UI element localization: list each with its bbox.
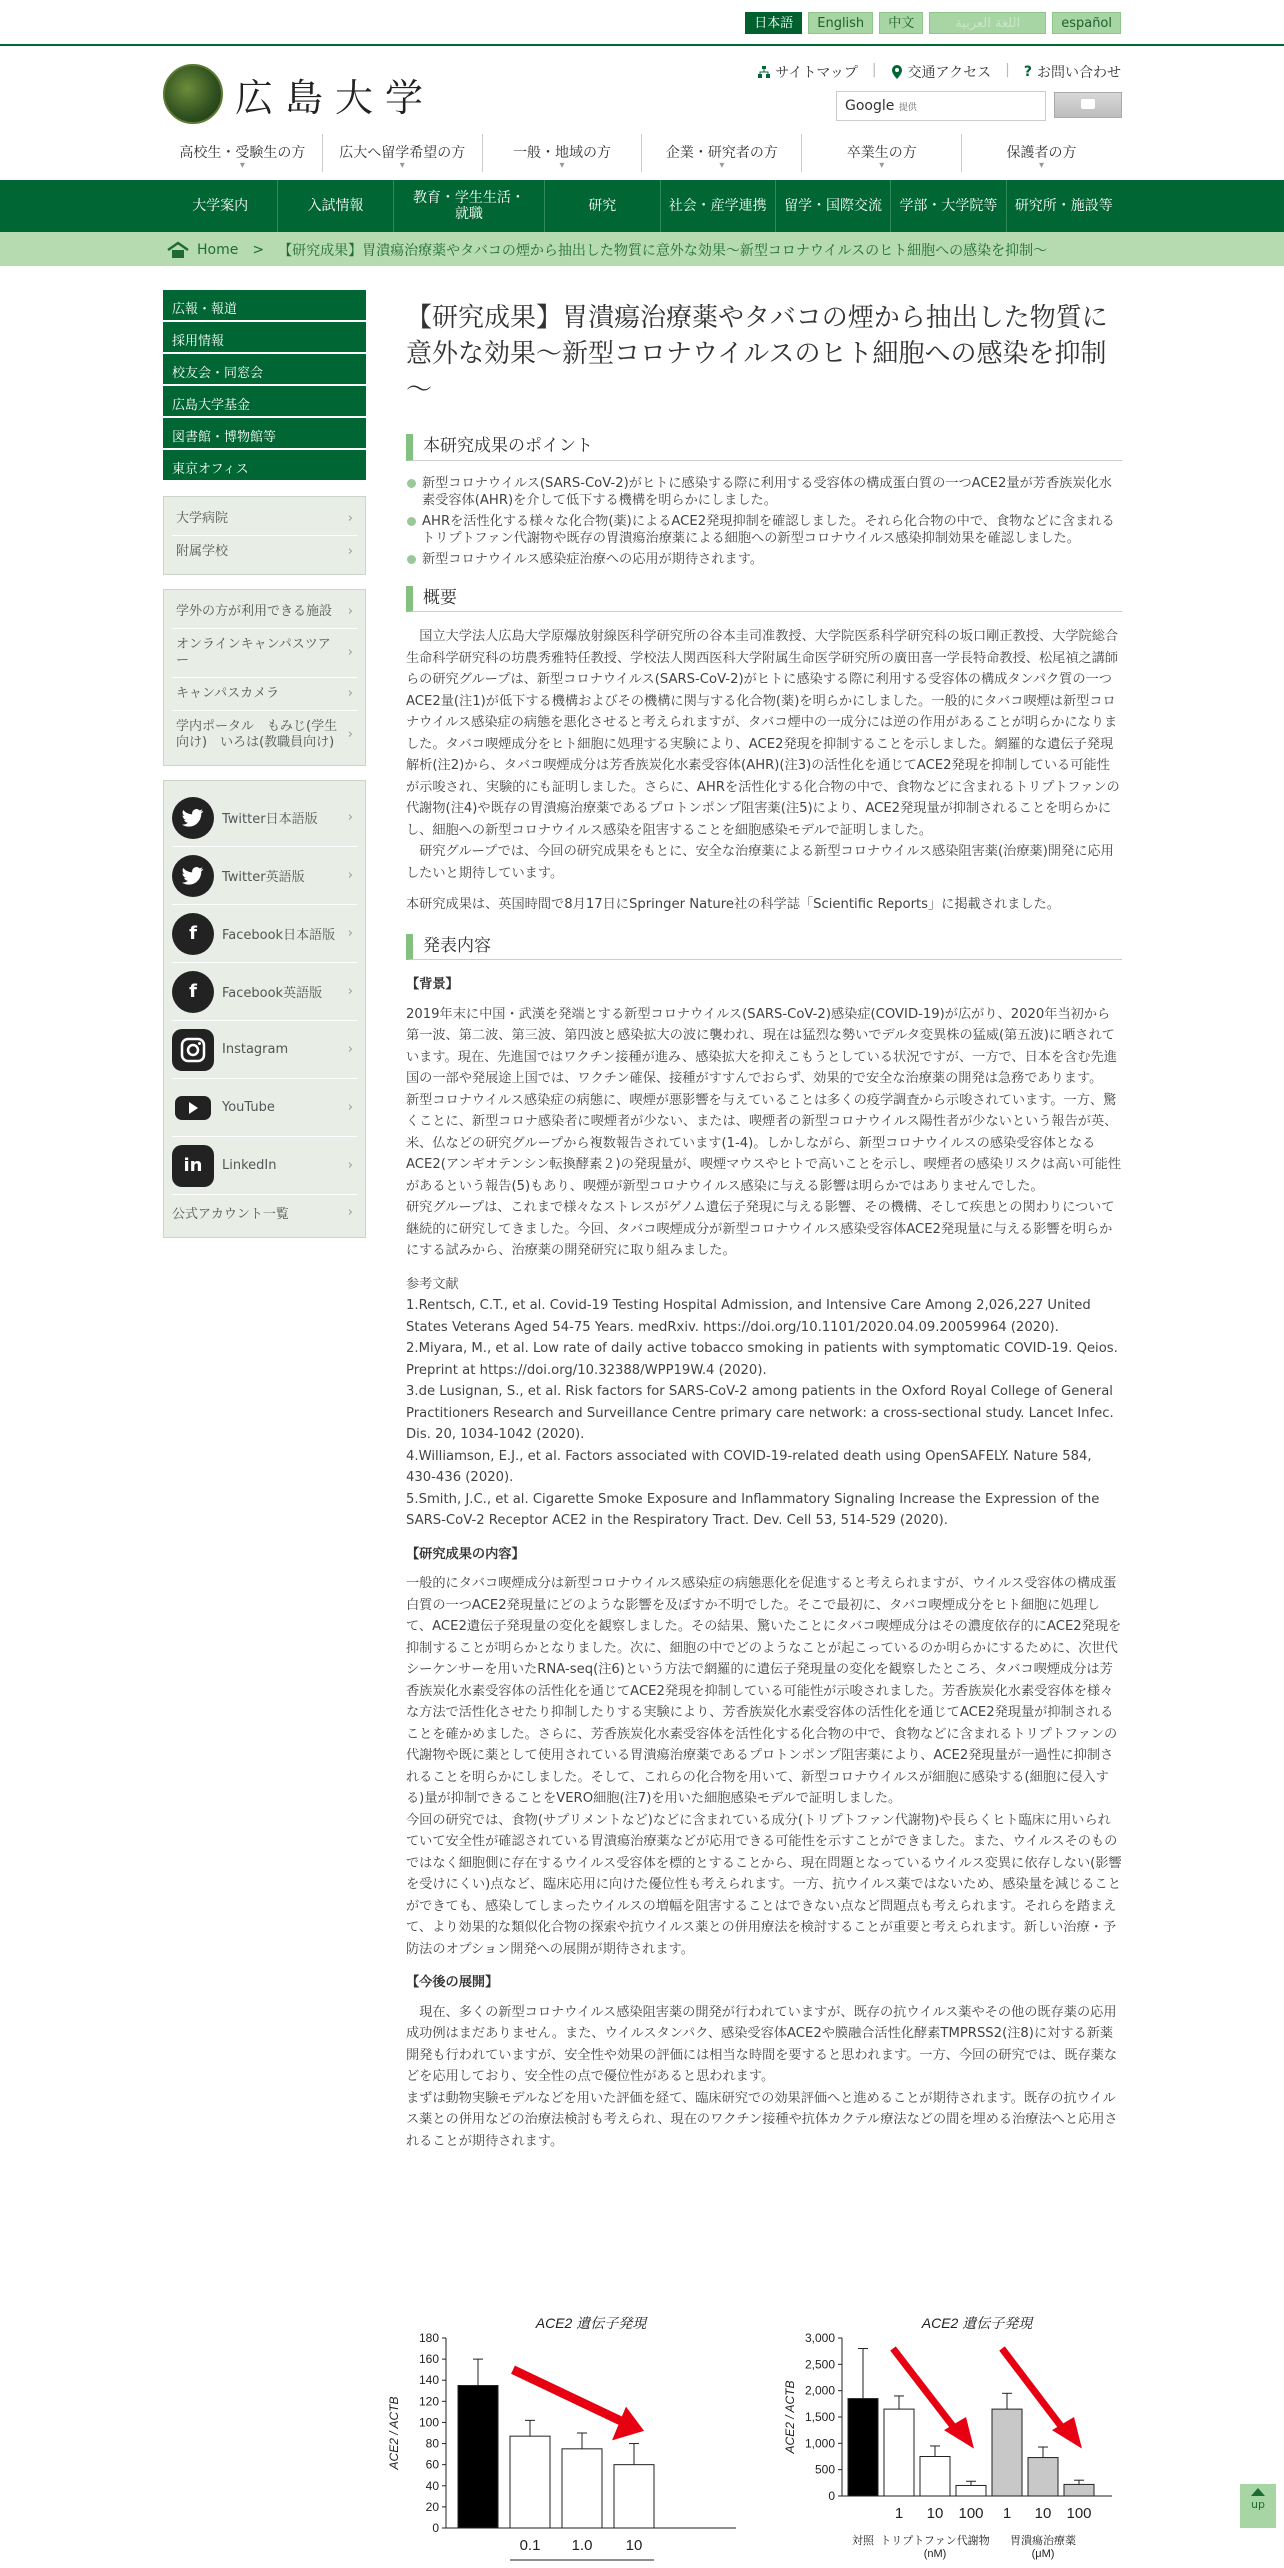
sidebar-item[interactable]: 広島大学基金 xyxy=(163,386,366,418)
youtube-link[interactable] xyxy=(172,1079,357,1137)
reference-item: 1.Rentsch, C.T., et al. Covid-19 Testing Hospital Admission, and Intensive Care Among 2,026,227 United States Veterans Aged 54-75 Years. medRxiv. https://doi.org/10.1101/2020.04.09.20059964 (2020). xyxy=(406,1298,1091,1335)
y-tick-label: 180 xyxy=(418,2331,439,2345)
instagram-icon xyxy=(172,1029,214,1071)
social-label: Facebook日本語版 xyxy=(222,928,336,943)
summary-paragraph: 本研究成果は、英国時間で8月17日にSpringer Nature社の科学誌「Scientific Reports」に掲載されました。 xyxy=(406,897,1060,912)
sidebar-green-menu xyxy=(163,290,366,482)
language-bar xyxy=(0,0,1284,46)
linkedin-icon: in xyxy=(172,1145,214,1187)
facebook-icon: f xyxy=(172,913,214,955)
twitter-en-link[interactable] xyxy=(172,847,357,905)
global-nav-item[interactable]: 教育・学生生活・就職 xyxy=(394,180,545,232)
up-label: up xyxy=(1251,2498,1265,2511)
instagram-link[interactable] xyxy=(172,1021,357,1079)
group-label: (nM) xyxy=(923,2548,947,2560)
social-label: Facebook英語版 xyxy=(222,986,323,1001)
y-tick-label: 0 xyxy=(828,2489,835,2503)
breadcrumb-current: 【研究成果】胃潰瘍治療薬やタバコの煙から抽出した物質に意外な効果～新型コロナウイルスのヒト細胞への感染を抑制～ xyxy=(278,243,1048,259)
y-tick-label: 0 xyxy=(432,2521,439,2535)
x-tick-label: 10 xyxy=(1034,2505,1052,2522)
body-paragraph: 新型コロナウイルス感染症の病態に、喫煙が悪影響を与えていることは多くの疫学調査から示唆されています。一方、驚くことに、新型コロナ感染者に喫煙者が少ない、または、喫煙者の新型コロナウイルス陽性者が少ないという報告が英、米、仏などの研究グループから複数報告されています(1-4)。しかしながら、新型コロナウイルスの感染受容体となるACE2(アンギオテンシン転換酵素２)の発現量が、喫煙マウスやヒトで高いことを示し、喫煙者の感染リスクは高い可能性があるという報告(5)もあり、喫煙が新型コロナウイルス感染に与える影響は明らかではありませんでした。 xyxy=(406,1092,1122,1194)
y-tick-label: 1,500 xyxy=(804,2410,835,2424)
article xyxy=(406,300,1122,2152)
x-tick-label: 1 xyxy=(894,2505,904,2522)
official-accounts-link[interactable] xyxy=(172,1195,357,1229)
bar xyxy=(562,2449,602,2528)
global-nav-item[interactable]: 学部・大学院等 xyxy=(891,180,1006,232)
bar xyxy=(1028,2458,1058,2496)
ace2-expression-figure xyxy=(387,2308,1122,2568)
audience-nav-item[interactable]: 広大へ留学希望の方 ▾ xyxy=(323,134,483,172)
global-nav-item[interactable]: 大学案内 xyxy=(163,180,278,232)
sidebar-item[interactable]: 採用情報 xyxy=(163,322,366,354)
access-link[interactable] xyxy=(891,62,992,82)
facebook-en-link[interactable] xyxy=(172,963,357,1021)
list-item: 新型コロナウイルス(SARS-CoV-2)がヒトに感染する際に利用する受容体の構成蛋白質の一つACE2量が芳香族炭化水素受容体(AHR)を介して低下する機構を明らかにしました。 xyxy=(406,475,1122,509)
sidebar-link[interactable]: キャンパスカメラ › xyxy=(172,678,357,711)
list-item: 新型コロナウイルス感染症治療への応用が期待されます。 xyxy=(406,551,1122,568)
sidebar-link[interactable]: オンラインキャンパスツアー › xyxy=(172,629,357,678)
social-label: LinkedIn xyxy=(222,1158,277,1173)
group-label: (μM) xyxy=(1031,2548,1055,2560)
lang-ar[interactable]: اللغة العربية xyxy=(929,12,1046,34)
global-nav-item[interactable]: 入試情報 xyxy=(278,180,393,232)
x-tick-label: 1 xyxy=(1002,2505,1012,2522)
bar xyxy=(1064,2484,1094,2496)
sitemap-link[interactable] xyxy=(758,62,857,82)
section-heading: 概要 xyxy=(406,586,1122,613)
scroll-to-top-button[interactable] xyxy=(1240,2484,1276,2528)
lang-en[interactable]: English xyxy=(808,12,873,34)
y-tick-label: 500 xyxy=(814,2462,835,2477)
lang-zh[interactable]: 中文 xyxy=(879,12,923,34)
audience-nav-item[interactable]: 卒業生の方 ▾ xyxy=(802,134,962,172)
sidebar-item[interactable]: 広報・報道 xyxy=(163,290,366,322)
y-tick-label: 140 xyxy=(418,2373,439,2388)
y-tick-label: 80 xyxy=(425,2436,439,2451)
y-tick-label: 40 xyxy=(425,2478,439,2493)
body-paragraph: 今回の研究では、食物(サプリメントなど)などに含まれている成分(トリプトファン代謝物)や長らくヒト臨床に用いられていて安全性が確認されている胃潰瘍治療薬などが応用できる可能性を示すことができました。また、ウイルスそのものではなく細胞側に存在するウイルス受容体を標的とすることから、現在問題となっているウイルス変異に依存しない(影響を受けにくい)点など、臨床応用に向けた優位性も考えられます。一方、抗ウイルス薬ではないため、感染量を減じることができても、感染してしまったウイルスの増幅を阻害することはできない点など問題点も考えられます。それらを踏まえて、より効果的な類似化合物の探索や抗ウイルス薬との併用療法を検討することが重要と考えられます。新しい治療・予防法のオプション開発への展開が期待されます。 xyxy=(406,1812,1122,1957)
twitter-jp-link[interactable] xyxy=(172,789,357,847)
x-tick-label: 100 xyxy=(958,2505,984,2522)
social-label: YouTube xyxy=(222,1100,275,1115)
search-button[interactable] xyxy=(1054,92,1122,118)
bar xyxy=(614,2465,654,2528)
y-tick-label: 1,000 xyxy=(804,2436,835,2451)
phoenix-emblem-icon xyxy=(163,64,223,124)
bar xyxy=(992,2409,1022,2496)
y-tick-label: 3,000 xyxy=(804,2331,835,2345)
facebook-jp-link[interactable] xyxy=(172,905,357,963)
sitemap-icon xyxy=(758,66,770,78)
university-logo[interactable] xyxy=(163,64,435,124)
reference-item: 3.de Lusignan, S., et al. Risk factors for SARS-CoV-2 among patients in the Oxford Royal College of General Practitioners Research and Surveillance Centre primary care network: a cross-sectional study. Lancet Infec. Dis. 20, 1034-1042 (2020). xyxy=(406,1384,1114,1442)
x-tick-label: 1.0 xyxy=(571,2537,593,2554)
contact-label: お問い合わせ xyxy=(1037,65,1121,81)
audience-nav-item[interactable]: 一般・地域の方 ▾ xyxy=(483,134,643,172)
social-links xyxy=(163,780,366,1238)
youtube-icon xyxy=(172,1087,214,1129)
y-tick-label: 2,000 xyxy=(804,2383,835,2398)
section-heading: 発表内容 xyxy=(406,934,1122,961)
twitter-icon xyxy=(172,855,214,897)
x-tick-label: 10 xyxy=(926,2505,944,2522)
global-nav-item[interactable]: 研究 xyxy=(545,180,660,232)
body-paragraph: 2019年末に中国・武漢を発端とする新型コロナウイルス(SARS-CoV-2)感染症(COVID-19)が広がり、2020年当初から第一波、第二波、第三波、第四波と感染拡大の波に襲われ、現在は猛烈な勢いでデルタ変異株の猛威(第五波)に晒されています。現在、先進国ではワクチン接種が進み、感染拡大を抑えこもうとしている状況ですが、一方で、日本を含む先進国の一部や発展途上国では、ワクチン確保、接種がすすんでおらず、効果的で安全な治療薬の開発は急務であります。 xyxy=(406,1006,1117,1086)
global-nav-item[interactable]: 留学・国際交流 xyxy=(776,180,891,232)
body-paragraph: 研究グループは、これまで様々なストレスがゲノム遺伝子発現に与える影響、その機構、そして疾患との関わりについて継続的に研究してきました。今回、タバコ喫煙成分が新型コロナウイルス感染受容体ACE2発現量に与える影響を明らかにする試みから、治療薬の開発研究に取り組みました。 xyxy=(406,1200,1115,1258)
sidebar-link[interactable]: 大学病院 › xyxy=(172,503,357,536)
y-tick-label: 160 xyxy=(418,2352,439,2367)
sidebar-item[interactable]: 東京オフィス xyxy=(163,450,366,482)
audience-nav-item[interactable]: 企業・研究者の方 ▾ xyxy=(642,134,802,172)
section-heading: 本研究成果のポイント xyxy=(406,434,1122,461)
global-nav-item[interactable]: 研究所・施設等 xyxy=(1014,198,1113,214)
body-paragraph: 現在、多くの新型コロナウイルス感染阻害薬の開発が行われていますが、既存の抗ウイルス薬やその他の既存薬の応用成功例はまだありません。また、ウイルスタンパク、感染受容体ACE2や膜融合活性化酵素TMPRSS2(注8)に対する新薬開発も行われていますが、安全性や効果の評価には相当な時間を要すると思われます。一方、今回の研究では、既存薬などを応用しており、安全性の点で優位性があると思われます。 xyxy=(406,2004,1118,2084)
linkedin-link[interactable] xyxy=(172,1137,357,1195)
search-input[interactable] xyxy=(836,91,1046,121)
sidebar-box-facilities xyxy=(163,589,366,766)
chart-title: ACE2 遺伝子発現 xyxy=(921,2315,1033,2331)
y-tick-label: 20 xyxy=(425,2499,439,2514)
sidebar-link[interactable]: 学内ポータル もみじ(学生向け) いろは(教職員向け) › xyxy=(172,711,357,759)
audience-nav xyxy=(163,134,1121,172)
summary-paragraph: 研究グループでは、今回の研究成果をもとに、安全な治療薬による新型コロナウイルス感染阻害薬(治療薬)開発に応用したいと期待しています。 xyxy=(406,844,1114,881)
reference-item: 4.Williamson, E.J., et al. Factors associated with COVID-19-related death using OpenSAFELY. Nature 584, 430-436 (2020). xyxy=(406,1448,1092,1485)
group-label: トリプトファン代謝物 xyxy=(880,2535,990,2547)
contact-link[interactable] xyxy=(1024,62,1121,82)
reference-item: 5.Smith, J.C., et al. Cigarette Smoke Exposure and Inflammatory Signaling Increase the Expression of the SARS-CoV-2 Receptor ACE2 in the Respiratory Tract. Dev. Cell 53, 514-529 (2020). xyxy=(406,1491,1100,1528)
group-label: 胃潰瘍治療薬 xyxy=(1010,2535,1076,2547)
home-icon xyxy=(167,242,189,258)
body-paragraph: 一般的にタバコ喫煙成分は新型コロナウイルス感染症の病態悪化を促進すると考えられますが、ウイルス受容体の構成蛋白質の一つACE2発現量にどのような影響を及ぼすか不明でした。そこで最初に、タバコ喫煙成分をヒト細胞に処理して、ACE2遺伝子発現量の変化を観察しました。その結果、驚いたことにタバコ喫煙成分はその濃度依存的にACE2発現を抑制することが明らかとなりました。次に、細胞の中でどのようなことが起こっているのか明らかにするために、次世代シーケンサーを用いたRNA-seq(注6)という方法で網羅的に遺伝子発現量の変化を観察したところ、タバコ喫煙成分は芳香族炭化水素受容体の活性化を通じてACE2発現を抑制している可能性が示唆されました。芳香族炭化水素受容体を様々な方法で活性化させたり抑制したりする実験により、芳香族炭化水素受容体の活性化を通じてACE2発現量が抑制されることを確かめました。さらに、芳香族炭化水素受容体を活性化する化合物の中で、食物などに含まれるトリプトファンの代謝物や既に薬として使用されている胃潰瘍治療薬であるプロトンポンプ阻害薬により、ACE2発現量が一過性に抑制されることを明らかにしました。そして、これらの化合物を用いて、新型コロナウイルスが細胞に感染する(細胞に侵入する)量が抑制できることをVERO細胞(注7)を用いた細胞感染モデルで証明しました。 xyxy=(406,1576,1122,1806)
up-arrow-icon xyxy=(1251,2488,1265,2496)
group-label: 対照 xyxy=(852,2535,874,2547)
facebook-icon: f xyxy=(172,971,214,1013)
utility-links: サイトマップ | 交通アクセス | ? お問い合わせ xyxy=(758,62,1121,82)
logo-text: 広島大学 xyxy=(235,75,436,120)
list-item: AHRを活性化する様々な化合物(薬)によるACE2発現抑制を確認しました。それら化合物の中で、食物などに含まれるトリプトファン代謝物や既存の胃潰瘍治療薬による細胞への新型コロナウイルス感染抑制効果を確認しました。 xyxy=(406,513,1122,547)
y-axis-label: ACE2 / ACTB xyxy=(387,2396,401,2470)
bar xyxy=(956,2485,986,2496)
body-paragraph: まずは動物実験モデルなどを用いた評価を経て、臨床研究での効果評価へと進めることが期待されます。既存の抗ウイルス薬との併用などの治療法検討も考えられ、現在のワクチン接種や抗体カクテル療法などの間を埋める治療法へと応用されることが期待されます。 xyxy=(406,2090,1118,2149)
sitemap-label: サイトマップ xyxy=(775,65,858,81)
bar xyxy=(920,2457,950,2497)
twitter-icon xyxy=(172,797,214,839)
references-title: 参考文献 xyxy=(406,1276,459,1292)
sidebar-link[interactable]: 附属学校 › xyxy=(172,536,357,568)
map-pin-icon xyxy=(891,65,903,79)
search-brand-sub: 提供 xyxy=(898,103,917,113)
social-label: Twitter日本語版 xyxy=(222,812,318,827)
subheading: 【今後の展開】 xyxy=(406,1975,499,1990)
subheading: 【背景】 xyxy=(406,977,459,992)
y-tick-label: 60 xyxy=(425,2457,439,2472)
page-title: 【研究成果】胃潰瘍治療薬やタバコの煙から抽出した物質に意外な効果～新型コロナウイルスのヒト細胞への感染を抑制～ xyxy=(406,303,1108,405)
bar xyxy=(510,2436,550,2528)
sidebar-item[interactable]: 図書館・博物館等 xyxy=(163,418,366,450)
subheading: 【研究成果の内容】 xyxy=(406,1546,525,1562)
global-nav xyxy=(0,180,1284,232)
reference-item: 2.Miyara, M., et al. Low rate of daily active tobacco smoking in patients with symptomatic COVID-19. Qeios. Preprint at https://doi.org/10.32388/WPP19W.4 (2020). xyxy=(406,1341,1118,1378)
audience-nav-item[interactable]: 保護者の方 ▾ xyxy=(962,134,1121,172)
social-label: 公式アカウント一覧 xyxy=(172,1206,289,1222)
y-tick-label: 100 xyxy=(418,2415,439,2430)
audience-nav-item[interactable]: 高校生・受験生の方 ▾ xyxy=(163,134,323,172)
y-axis-label: ACE2 / ACTB xyxy=(783,2380,797,2454)
breadcrumb xyxy=(0,232,1284,266)
sidebar xyxy=(163,290,366,1238)
social-label: Instagram xyxy=(222,1042,289,1057)
bar xyxy=(458,2386,498,2529)
summary-paragraph: 国立大学法人広島大学原爆放射線医科学研究所の谷本圭司准教授、大学院医系科学研究科の坂口剛正教授、大学院総合生命科学研究科の坊農秀雅特任教授、学校法人関西医科大学附属生命医学研究所の廣田喜一学長特命教授、松尾禎之講師らの研究グループは、新型コロナウイルス(SARS-CoV-2)がヒトに感染する際に利用する受容体の構成タンパク質の一つACE2量(注1)が低下する機構およびその機構に関与する化合物(薬)を明らかにしました。一般的にタバコ喫煙は新型コロナウイルス感染症の病態を悪化させると考えられますが、タバコ煙中の一成分には逆の作用があることが明らかになりました。タバコ喫煙成分をヒト細胞に処理する実験により、ACE2発現を抑制することを示しました。網羅的な遺伝子発現解析(注2)から、タバコ喫煙成分は芳香族炭化水素受容体(AHR)(注3)の活性化を通じてACE2発現を抑制している可能性が示唆され、実験的にも証明しました。さらに、AHRを活性化する化合物の中で、食物などに含まれるトリプトファンの代謝物(注4)や既存の胃潰瘍治療薬であるプロトンポンプ阻害薬(注5)により、ACE2発現量が抑制されることを明らかにし、細胞への新型コロナウイルス感染を阻害することを細胞感染モデルで証明しました。 xyxy=(406,629,1120,838)
x-tick-label: 100 xyxy=(1066,2505,1092,2522)
breadcrumb-home[interactable]: Home xyxy=(197,242,239,258)
sidebar-item[interactable]: 校友会・同窓会 xyxy=(163,354,366,386)
trend-arrow-shaft xyxy=(513,2370,624,2423)
lang-es[interactable]: español xyxy=(1052,12,1121,34)
access-label: 交通アクセス xyxy=(907,65,992,81)
sidebar-link[interactable]: 学外の方が利用できる施設 › xyxy=(172,596,357,629)
language-switcher xyxy=(745,12,1121,34)
points-list xyxy=(406,475,1122,568)
y-tick-label: 2,500 xyxy=(804,2357,835,2372)
bar xyxy=(884,2409,914,2496)
lang-ja[interactable]: 日本語 xyxy=(745,12,802,34)
chart-title: ACE2 遺伝子発現 xyxy=(535,2315,647,2331)
y-tick-label: 120 xyxy=(418,2394,439,2409)
bar xyxy=(848,2399,878,2496)
breadcrumb-separator: > xyxy=(252,242,265,258)
question-icon: ? xyxy=(1023,64,1032,80)
social-label: Twitter英語版 xyxy=(222,870,305,885)
search-brand: Google xyxy=(845,98,895,114)
x-tick-label: 10 xyxy=(625,2537,643,2554)
x-tick-label: 0.1 xyxy=(519,2537,541,2554)
global-nav-item[interactable]: 社会・産学連携 xyxy=(661,180,776,232)
sidebar-box-hospital xyxy=(163,496,366,575)
